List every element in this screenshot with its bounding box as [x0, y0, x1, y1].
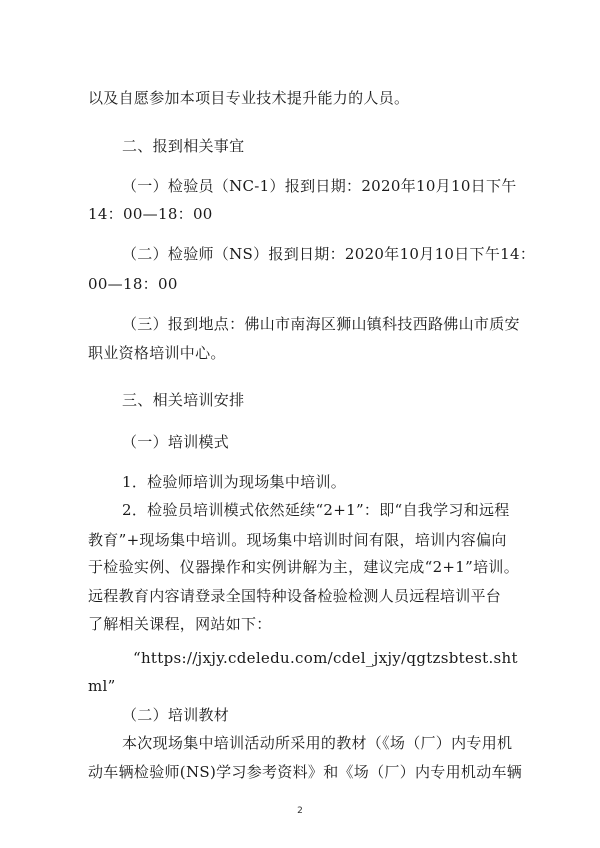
url-text: ml” [88, 677, 116, 695]
text-line: 远程教育内容请登录全国特种设备检验检测人员远程培训平台 [88, 587, 502, 605]
text-line: 职业资格培训中心。 [88, 344, 226, 362]
text-line: （一）检验员（NC-1）报到日期：2020年10月10日下午 [122, 177, 517, 195]
text-line: 于检验实例、仪器操作和实例讲解为主，建议完成“2+1”培训。 [88, 558, 519, 576]
subsection-heading: （一）培训模式 [122, 433, 230, 451]
text-line: 1．检验师培训为现场集中培训。 [122, 473, 347, 491]
subsection-heading: （二）培训教材 [122, 706, 230, 724]
text-line: （二）检验师（NS）报到日期：2020年10月10日下午14： [122, 245, 536, 263]
text-line: 00—18：00 [88, 275, 178, 293]
text-line: 以及自愿参加本项目专业技术提升能力的人员。 [88, 89, 410, 107]
text-line: 本次现场集中培训活动所采用的教材（《场（厂）内专用机 [122, 734, 513, 752]
text-line: 教育”+现场集中培训。现场集中培训时间有限，培训内容偏向 [88, 531, 507, 549]
text-line: 14：00—18：00 [88, 205, 213, 223]
text-line: 了解相关课程，网站如下： [88, 615, 272, 633]
page-number: 2 [297, 806, 303, 816]
text-line: （三）报到地点：佛山市南海区狮山镇科技西路佛山市质安 [122, 315, 520, 333]
section-heading: 三、相关培训安排 [122, 391, 245, 409]
text-line: 2．检验员培训模式依然延续“2+1”：即“自我学习和远程 [122, 501, 510, 519]
section-heading: 二、报到相关事宜 [122, 137, 245, 155]
text-line: 动车辆检验师(NS)学习参考资料》和《场（厂）内专用机动车辆 [88, 763, 523, 781]
url-text: “https://jxjy.cdeledu.com/cdel_jxjy/qgtzsbtest.sht [133, 649, 518, 667]
